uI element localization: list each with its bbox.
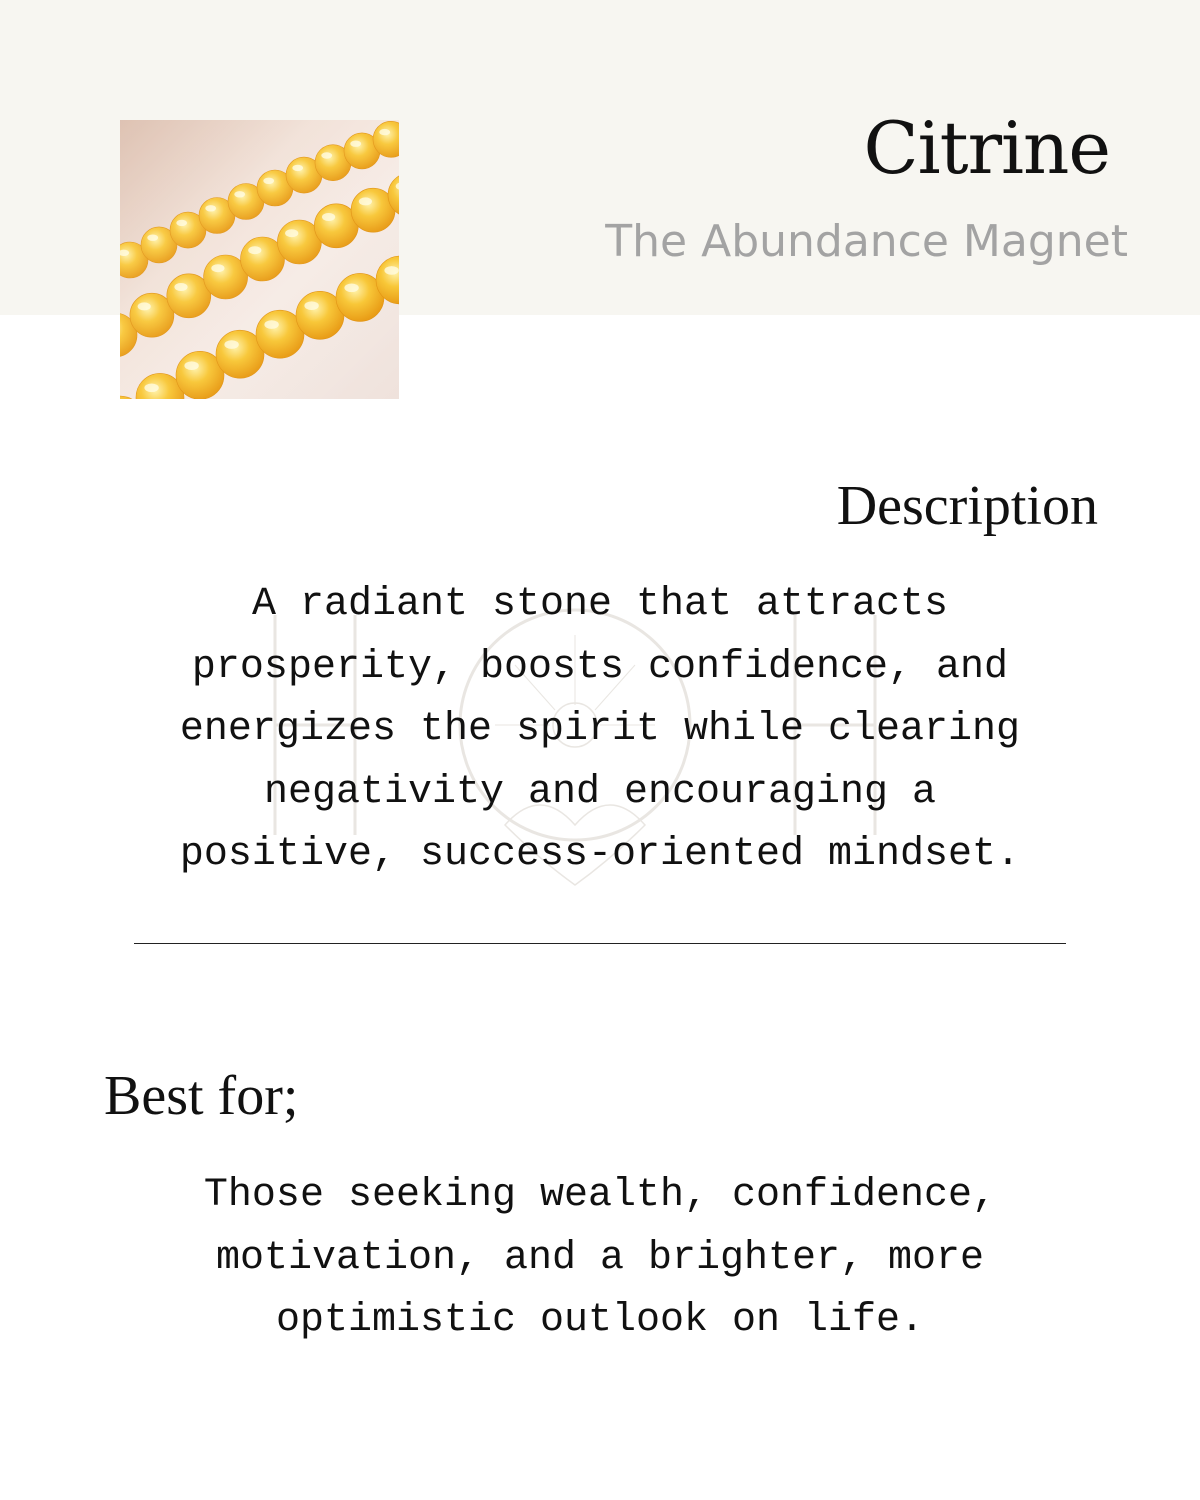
description-heading: Description <box>836 475 1098 537</box>
best-for-heading: Best for; <box>104 1065 299 1127</box>
section-divider <box>134 943 1066 944</box>
citrine-bracelet-photo <box>120 120 399 399</box>
best-for-text: Those seeking wealth, confidence, motivation, and a brighter, more optimistic outlook on life. <box>203 1173 997 1343</box>
page-title: Citrine <box>863 106 1110 190</box>
description-text: A radiant stone that attracts prosperity, boosts confidence, and energizes the spirit while clearing negativity and encouraging a positive, success-oriented mindset. <box>179 582 1021 877</box>
citrine-bead-bracelet-photo <box>120 120 399 399</box>
page-subtitle: The Abundance Magnet <box>605 216 1128 267</box>
